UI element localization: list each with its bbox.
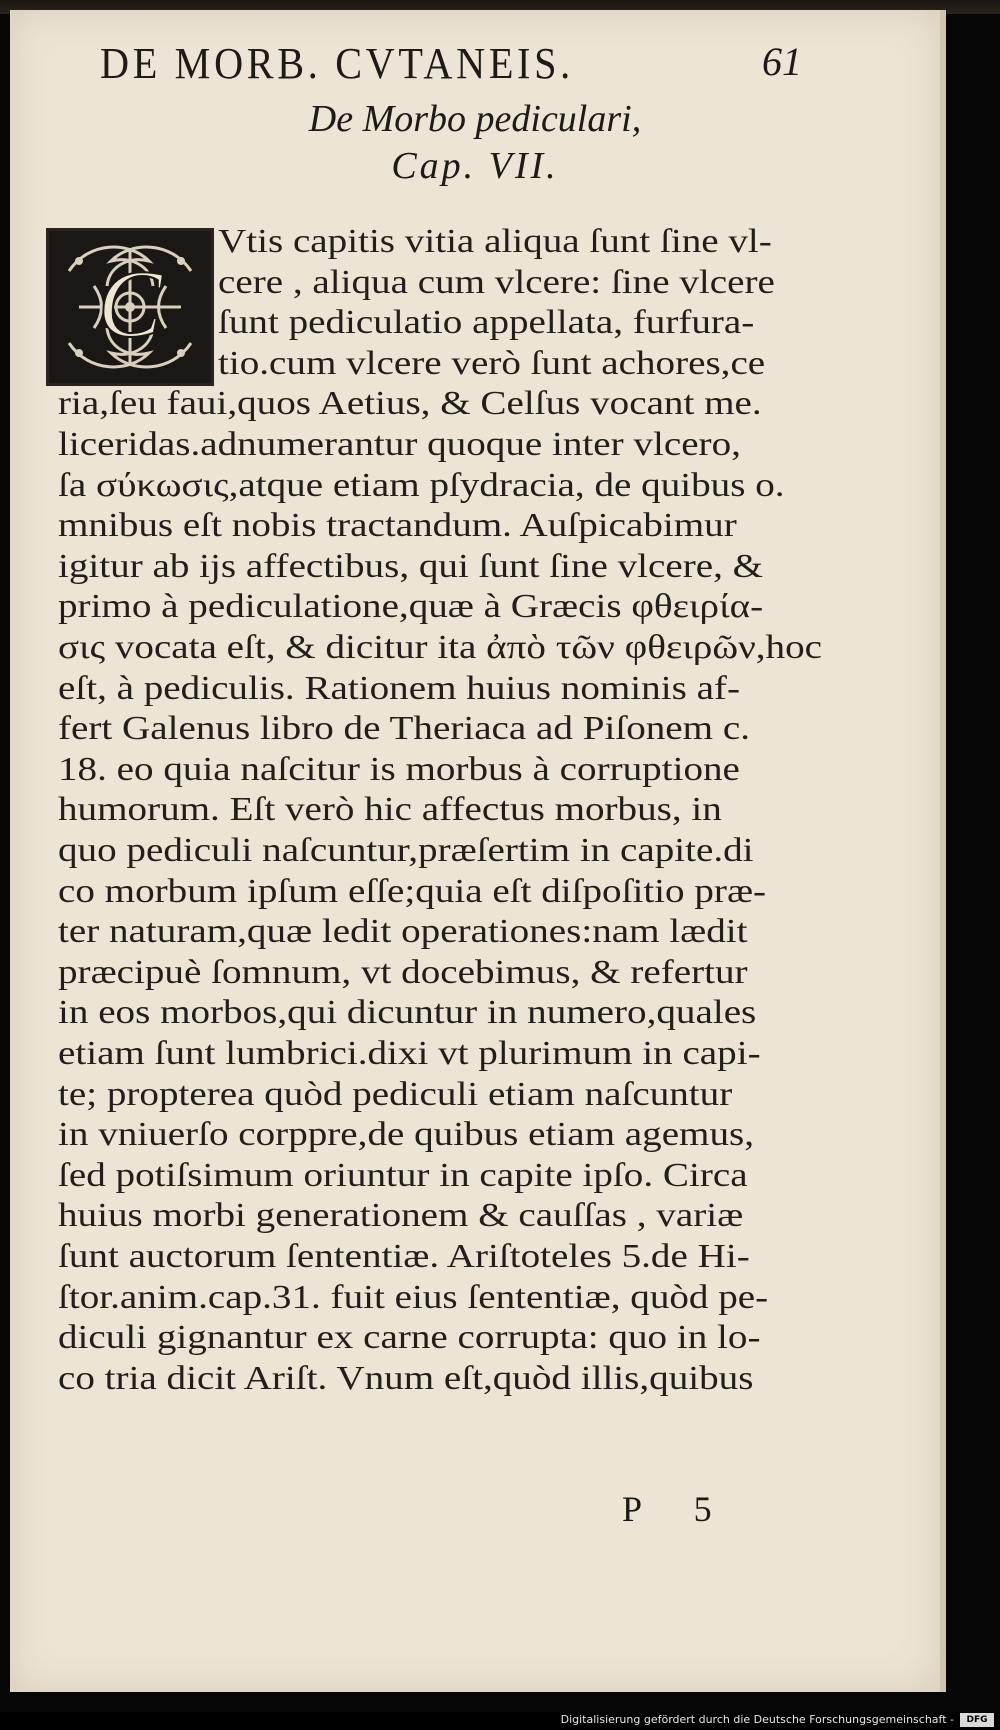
text-line: mnibus eſt nobis tractandum. Auſpicabimur	[58, 507, 737, 545]
digitization-credit: Digitalisierung gefördert durch die Deutsche Forschungsgemeinschaft -	[560, 1713, 954, 1726]
text-line: ſunt pediculatio appellata, furfura-	[218, 304, 755, 342]
dfg-logo: DFG	[960, 1713, 994, 1727]
text-line: liceridas.adnumerantur quoque inter vlcero,	[58, 426, 741, 463]
book-page	[10, 10, 946, 1692]
text-line: igitur ab ijs affectibus, qui ſunt ſine vlcere, &	[58, 547, 764, 585]
text-line: eſt, à pediculis. Rationem huius nominis af-	[58, 669, 740, 707]
text-line: 18. eo quia naſcitur is morbus à corruptione	[58, 750, 740, 788]
text-line: diculi gignantur ex carne corrupta: quo in lo-	[58, 1319, 761, 1357]
text-line: in eos morbos,qui dicuntur in numero,quales	[58, 994, 757, 1032]
text-line: ſtor.anim.cap.31. fuit eius ſententiæ, quòd pe-	[58, 1278, 769, 1316]
text-line: primo à pediculatione,quæ à Græcis φθειρία-	[58, 588, 764, 626]
text-line: ſa σύκωσις,atque etiam pſydracia, de quibus o.	[58, 466, 785, 504]
drop-cap-letter: C	[97, 250, 163, 357]
text-line: ria,ſeu faui,quos Aetius, & Celſus vocant me.	[58, 385, 762, 423]
text-line: co morbum ipſum eſſe;quia eſt diſpoſitio præ-	[58, 872, 767, 910]
text-line: ſunt auctorum ſententiæ. Ariſtoteles 5.de Hi-	[58, 1238, 750, 1275]
text-line: tio.cum vlcere verò ſunt achores,ce	[218, 344, 766, 382]
text-line: σις vocata eſt, & dicitur ita ἀπὸ τῶν φθειρῶν,hoc	[58, 629, 823, 666]
text-line: huius morbi generationem & cauſſas , variæ	[58, 1197, 744, 1235]
text-line: præcipuè ſomnum, vt docebimus, & refertur	[58, 953, 748, 991]
ornamental-initial-icon	[49, 231, 211, 383]
running-head: DE MORB. CVTANEIS.	[100, 39, 574, 88]
signature-mark: P 5	[622, 1489, 734, 1529]
chapter-number: Cap. VII.	[391, 145, 559, 187]
text-line: etiam ſunt lumbrici.dixi vt plurimum in capi-	[58, 1035, 761, 1072]
text-line: ſed potiſsimum oriuntur in capite ipſo. Circa	[58, 1156, 748, 1194]
text-line: fert Galenus libro de Theriaca ad Piſonem c.	[58, 710, 750, 748]
text-line: te; propterea quòd pediculi etiam naſcuntur	[58, 1075, 733, 1113]
text-line: quo pediculi naſcuntur,præſertim in capite.di	[58, 832, 754, 869]
decorated-initial-c	[46, 228, 214, 386]
page-number: 61	[762, 39, 802, 84]
text-line: humorum. Eſt verò hic affectus morbus, in	[58, 791, 722, 829]
text-line: co tria dicit Ariſt. Vnum eſt,quòd illis,quibus	[58, 1359, 754, 1397]
text-line: Vtis capitis vitia aliqua ſunt ſine vl-	[218, 223, 772, 260]
text-line: cere , aliqua cum vlcere: ſine vlcere	[218, 263, 775, 301]
chapter-title: De Morbo pediculari,	[308, 98, 642, 140]
text-line: in vniuerſo corppre,de quibus etiam agemus,	[58, 1116, 755, 1154]
text-line: ter naturam,quæ ledit operationes:nam lædit	[58, 913, 748, 951]
